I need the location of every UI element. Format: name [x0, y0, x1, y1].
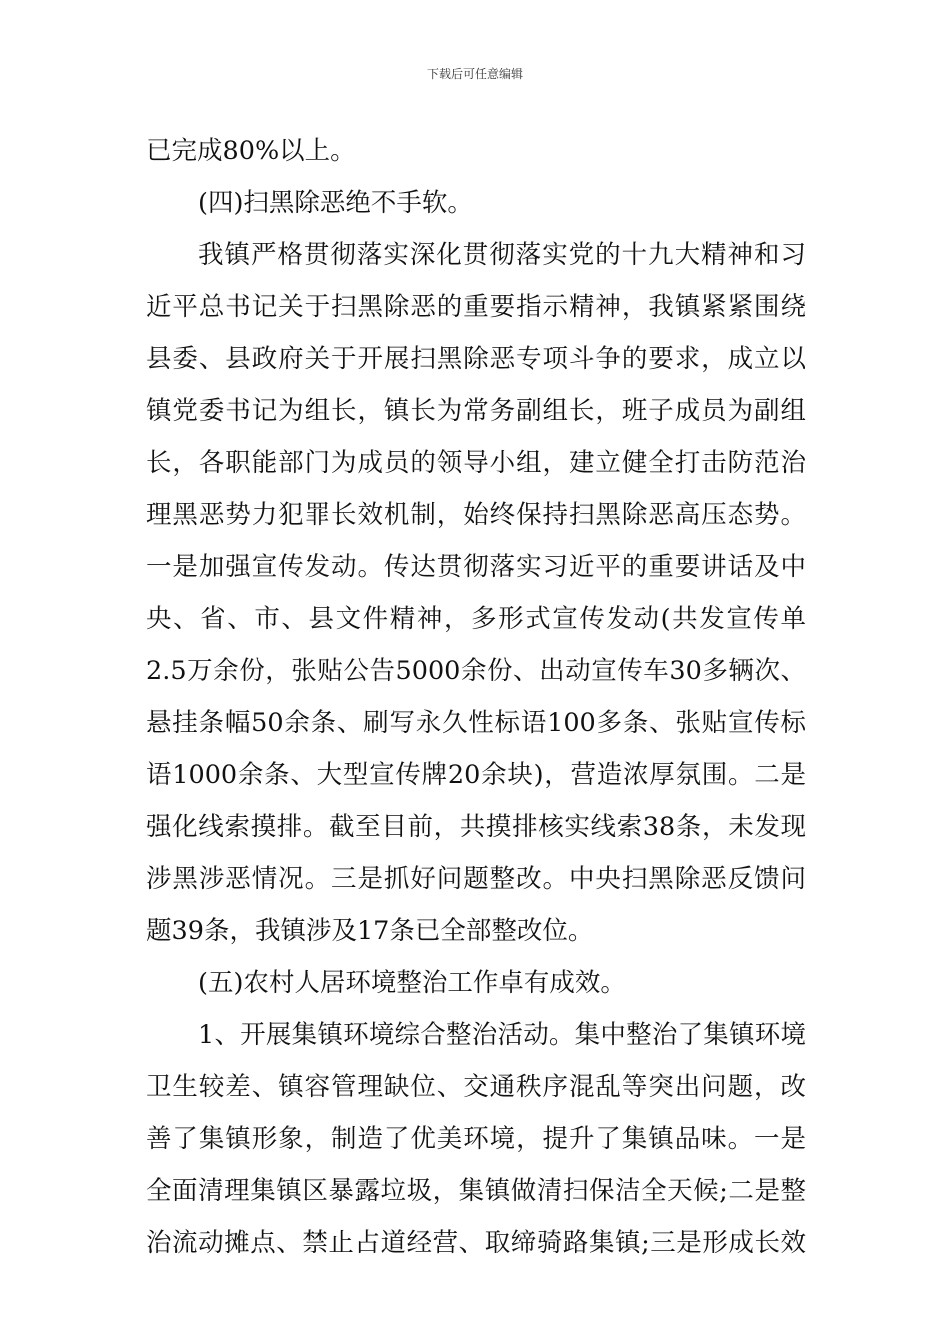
paragraph-line: 语1000余条、大型宣传牌20余块)，营造浓厚氛围。二是	[146, 760, 806, 790]
paragraph-line: 近平总书记关于扫黑除恶的重要指示精神，我镇紧紧围绕	[146, 292, 806, 322]
body-text	[146, 125, 806, 1269]
paragraph-line: 镇党委书记为组长，镇长为常务副组长，班子成员为副组	[146, 396, 806, 426]
paragraph-line: 善了集镇形象，制造了优美环境，提升了集镇品味。一是	[146, 1124, 806, 1154]
paragraph-line: 一是加强宣传发动。传达贯彻落实习近平的重要讲话及中	[146, 552, 806, 582]
paragraph-line: 1、开展集镇环境综合整治活动。集中整治了集镇环境	[198, 1020, 806, 1050]
paragraph-line: 理黑恶势力犯罪长效机制，始终保持扫黑除恶高压态势。	[146, 500, 806, 530]
paragraph-line: 题39条，我镇涉及17条已全部整改位。	[146, 916, 594, 946]
paragraph-line: 长，各职能部门为成员的领导小组，建立健全打击防范治	[146, 448, 806, 478]
paragraph-line: 治流动摊点、禁止占道经营、取缔骑路集镇;三是形成长效	[146, 1228, 806, 1258]
paragraph-line: 悬挂条幅50余条、刷写永久性标语100多条、张贴宣传标	[146, 708, 806, 738]
paragraph-line: 涉黑涉恶情况。三是抓好问题整改。中央扫黑除恶反馈问	[146, 864, 806, 894]
paragraph-line: 县委、县政府关于开展扫黑除恶专项斗争的要求，成立以	[146, 344, 806, 374]
paragraph-line: 卫生较差、镇容管理缺位、交通秩序混乱等突出问题，改	[146, 1072, 806, 1102]
page-header: 下载后可任意编辑	[426, 67, 523, 81]
paragraph-line: 央、省、市、县文件精神，多形式宣传发动(共发宣传单	[146, 604, 806, 634]
paragraph-line: 我镇严格贯彻落实深化贯彻落实党的十九大精神和习	[198, 240, 806, 270]
paragraph-line: 已完成80%以上。	[146, 136, 356, 166]
paragraph-line: 强化线索摸排。截至目前，共摸排核实线索38条，未发现	[146, 812, 806, 842]
paragraph-line: 全面清理集镇区暴露垃圾，集镇做清扫保洁全天候;二是整	[146, 1176, 806, 1206]
paragraph-line: 2.5万余份，张贴公告5000余份、出动宣传车30多辆次、	[146, 656, 806, 686]
section-heading-4: (四)扫黑除恶绝不手软。	[198, 188, 473, 218]
section-heading-5: (五)农村人居环境整治工作卓有成效。	[198, 968, 626, 998]
